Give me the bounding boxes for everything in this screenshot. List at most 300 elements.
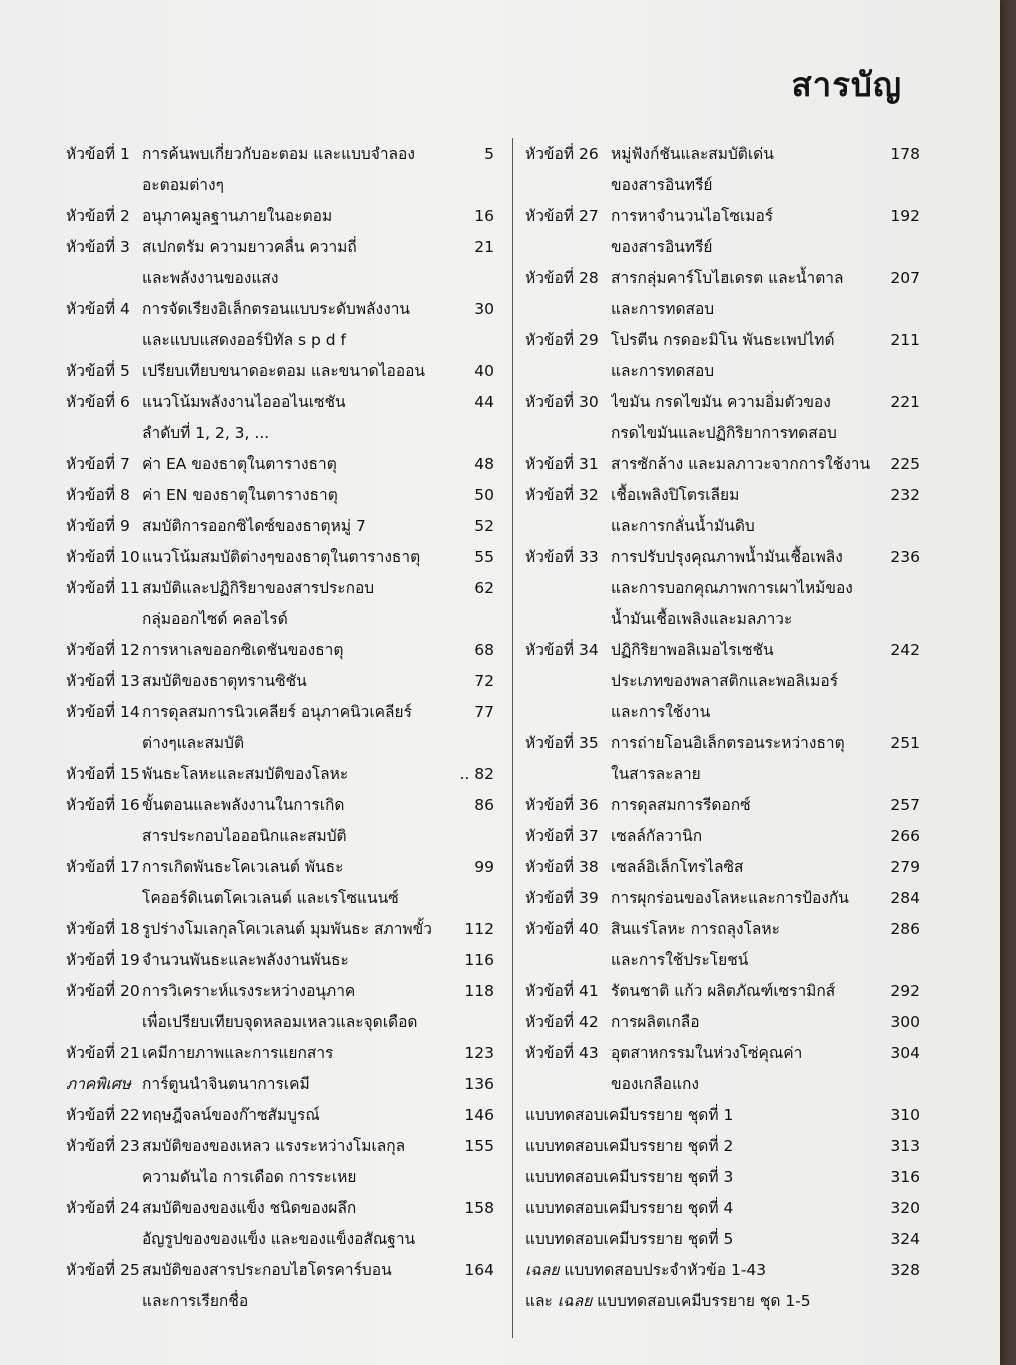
toc-entry-label: หัวข้อที่ 26: [525, 145, 599, 163]
toc-entry-title-text: แบบทดสอบเคมีบรรยาย ชุดที่ 3: [525, 1168, 734, 1186]
toc-entry-label: หัวข้อที่ 36: [525, 796, 599, 814]
toc-entry-title: [611, 480, 874, 511]
toc-entry-label: หัวข้อที่ 9: [66, 517, 130, 535]
toc-entry-page: 284: [890, 889, 920, 907]
toc-entry-label: หัวข้อที่ 31: [525, 455, 599, 473]
toc-entry-title-text: สมบัติของของเหลว แรงระหว่างโมเลกุล: [142, 1137, 406, 1155]
toc-entry-page: 112: [464, 920, 494, 938]
toc-entry-line: [66, 666, 494, 697]
toc-entry: [525, 139, 920, 201]
toc-entry-title: [142, 697, 450, 728]
toc-entry: [525, 1038, 920, 1100]
toc-entry-title: [611, 139, 874, 170]
toc-entry-title-text: แนวโน้มพลังงานไอออไนเซชัน: [142, 393, 346, 411]
toc-entry-continuation: [525, 697, 920, 728]
toc-entry-continuation: [66, 1224, 494, 1255]
toc-entry-title: [611, 542, 874, 573]
toc-entry-label: หัวข้อที่ 10: [66, 548, 140, 566]
toc-entry: [66, 511, 494, 542]
toc-entry: [66, 697, 494, 759]
toc-entry-line: [525, 139, 920, 170]
toc-entry-page: 266: [890, 827, 920, 845]
toc-entry: [66, 852, 494, 914]
toc-entry-page: 116: [464, 951, 494, 969]
toc-entry-label: หัวข้อที่ 17: [66, 858, 140, 876]
toc-entry-label: หัวข้อที่ 2: [66, 207, 130, 225]
toc-entry-continuation-text: กลุ่มออกไซด์ คลอไรด์: [142, 610, 288, 628]
toc-entry-line: [66, 945, 494, 976]
toc-entry-title: [611, 976, 874, 1007]
toc-entry-title-text: จำนวนพันธะและพลังงานพันธะ: [142, 951, 349, 969]
toc-entry-page: 236: [890, 548, 920, 566]
toc-entry-page: 86: [474, 796, 494, 814]
toc-entry-page: 300: [890, 1013, 920, 1031]
toc-entry-title-text: ค่า EA ของธาตุในตารางธาตุ: [142, 455, 337, 473]
toc-entry-title-text: การถ่ายโอนอิเล็กตรอนระหว่างธาตุ: [611, 734, 845, 752]
toc-entry-line: [525, 1100, 920, 1131]
toc-entry-title: [142, 449, 450, 480]
toc-entry: [525, 635, 920, 728]
toc-entry-line: [66, 790, 494, 821]
toc-entry-title: [611, 852, 874, 883]
toc-entry: [66, 635, 494, 666]
toc-entry-title-text: การผลิตเกลือ: [611, 1013, 700, 1031]
toc-entry-label: หัวข้อที่ 20: [66, 982, 140, 1000]
toc-entry: [525, 728, 920, 790]
toc-entry: [525, 852, 920, 883]
toc-entry-page: 257: [890, 796, 920, 814]
toc-entry-title-text: การหาเลขออกซิเดชันของธาตุ: [142, 641, 344, 659]
toc-entry-label: หัวข้อที่ 18: [66, 920, 140, 938]
toc-entry-line: [525, 790, 920, 821]
toc-entry-title-text: การค้นพบเกี่ยวกับอะตอม และแบบจำลอง: [142, 145, 415, 163]
toc-entry-line: [66, 1100, 494, 1131]
toc-entry: [66, 914, 494, 945]
toc-entry-continuation-text: และการเรียกชื่อ: [142, 1292, 249, 1310]
toc-entry-page: 146: [464, 1106, 494, 1124]
toc-entry-continuation-text: กรดไขมันและปฏิกิริยาการทดสอบ: [611, 424, 837, 442]
toc-entry: [525, 1255, 920, 1286]
toc-entry-title-prefix: และ: [525, 1292, 558, 1310]
toc-entry-line: [66, 232, 494, 263]
toc-entry: [66, 1131, 494, 1193]
toc-entry-line: [66, 1255, 494, 1286]
toc-entry-page: 178: [890, 145, 920, 163]
toc-entry-page: 158: [464, 1199, 494, 1217]
toc-entry-label: หัวข้อที่ 38: [525, 858, 599, 876]
toc-entry: [525, 883, 920, 914]
toc-entry-title-italic: เฉลย: [525, 1261, 560, 1279]
toc-entry-page: 310: [890, 1106, 920, 1124]
toc-entry-continuation: [525, 356, 920, 387]
toc-entry: [525, 449, 920, 480]
toc-entry-label: หัวข้อที่ 35: [525, 734, 599, 752]
toc-entry-continuation-text: เพื่อเปรียบเทียบจุดหลอมเหลวและจุดเดือด: [142, 1013, 418, 1031]
toc-entry-line: [525, 976, 920, 1007]
toc-entry-label: หัวข้อที่ 5: [66, 362, 130, 380]
toc-entry-line: [525, 1038, 920, 1069]
toc-entry-label: หัวข้อที่ 27: [525, 207, 599, 225]
toc-entry-label: หัวข้อที่ 4: [66, 300, 130, 318]
toc-entry-title: [142, 1100, 450, 1131]
toc-entry: [525, 1007, 920, 1038]
toc-entry-line: [66, 511, 494, 542]
toc-entry-title-text: เซลล์อิเล็กโทรไลซิส: [611, 858, 744, 876]
toc-entry-label: หัวข้อที่ 11: [66, 579, 140, 597]
toc-entry: [66, 387, 494, 449]
toc-entry-label: หัวข้อที่ 25: [66, 1261, 140, 1279]
toc-entry-line: [525, 914, 920, 945]
toc-entry-page: 316: [890, 1168, 920, 1186]
toc-entry-continuation: [525, 759, 920, 790]
toc-entry-title: [142, 1069, 450, 1100]
toc-entry-line: [525, 263, 920, 294]
toc-entry-continuation-text: และแบบแสดงออร์บิทัล s p d f: [142, 331, 346, 349]
toc-entry-title: [611, 635, 874, 666]
toc-entry-line: [66, 139, 494, 170]
toc-entry-line: [525, 1224, 920, 1255]
toc-entry-title: [142, 790, 450, 821]
toc-entry-page: 68: [474, 641, 494, 659]
toc-entry: [66, 201, 494, 232]
toc-entry-line: [66, 542, 494, 573]
toc-entry-continuation-text: โคออร์ดิเนตโคเวเลนต์ และเรโซแนนซ์: [142, 889, 399, 907]
toc-entry: [66, 666, 494, 697]
toc-entry: [525, 1131, 920, 1162]
toc-entry-continuation: [525, 604, 920, 635]
toc-entry-title: [525, 1131, 874, 1162]
toc-entry-line: [66, 356, 494, 387]
toc-entry-label: หัวข้อที่ 32: [525, 486, 599, 504]
toc-entry-title: [142, 945, 450, 976]
toc-entry-title-text: ค่า EN ของธาตุในตารางธาตุ: [142, 486, 338, 504]
toc-entry: [525, 1286, 920, 1317]
toc-entry: [525, 1224, 920, 1255]
toc-entry-title-text: แบบทดสอบประจำหัวข้อ 1-43: [559, 1261, 767, 1279]
toc-entry-line: [66, 635, 494, 666]
toc-entry-page: 118: [464, 982, 494, 1000]
toc-entry-label: หัวข้อที่ 37: [525, 827, 599, 845]
toc-entry-label: หัวข้อที่ 15: [66, 765, 140, 783]
toc-entry-page: 155: [464, 1137, 494, 1155]
toc-entry-title: [142, 232, 450, 263]
toc-entry: [525, 1162, 920, 1193]
column-divider: [512, 138, 513, 1338]
toc-entry: [525, 1100, 920, 1131]
toc-entry: [525, 542, 920, 635]
toc-entry-title: [611, 387, 874, 418]
toc-entry-label: หัวข้อที่ 29: [525, 331, 599, 349]
toc-entry-title: [142, 294, 450, 325]
toc-entry-continuation-text: อัญรูปของของแข็ง และของแข็งอสัณฐาน: [142, 1230, 416, 1248]
toc-entry-title: [525, 1100, 874, 1131]
toc-entry-label: หัวข้อที่ 14: [66, 703, 140, 721]
toc-entry-title-text: แบบทดสอบเคมีบรรยาย ชุดที่ 4: [525, 1199, 734, 1217]
toc-entry-continuation-text: ความดันไอ การเดือด การระเหย: [142, 1168, 357, 1186]
toc-entry-line: [525, 883, 920, 914]
toc-entry-title-text: การหาจำนวนไอโซเมอร์: [611, 207, 774, 225]
toc-entry-page: 136: [464, 1075, 494, 1093]
toc-entry: [525, 263, 920, 325]
toc-entry-continuation-text: ต่างๆและสมบัติ: [142, 734, 245, 752]
toc-entry-continuation: [525, 945, 920, 976]
toc-entry-title-text: แบบทดสอบเคมีบรรยาย ชุดที่ 2: [525, 1137, 734, 1155]
toc-entry-page: 251: [890, 734, 920, 752]
toc-entry-line: [525, 635, 920, 666]
toc-entry-page: 225: [890, 455, 920, 473]
toc-entry: [66, 790, 494, 852]
toc-entry-continuation: [66, 170, 494, 201]
toc-entry-continuation: [525, 232, 920, 263]
toc-entry-title: [142, 139, 450, 170]
toc-entry-title-text: สมบัติของธาตุทรานซิชัน: [142, 672, 307, 690]
toc-entry-title: [611, 325, 874, 356]
toc-entry-line: [66, 852, 494, 883]
toc-entry: [66, 1038, 494, 1069]
toc-entry-page: 207: [890, 269, 920, 287]
toc-entry-page: 21: [474, 238, 494, 256]
toc-entry: [66, 945, 494, 976]
toc-entry-label: หัวข้อที่ 33: [525, 548, 599, 566]
toc-entry: [525, 201, 920, 263]
toc-entry-title-text: สมบัติและปฏิกิริยาของสารประกอบ: [142, 579, 375, 597]
toc-entry-line: [66, 759, 494, 790]
toc-entry-title-text: โปรตีน กรดอะมิโน พันธะเพปไทด์: [611, 331, 835, 349]
toc-entry-page: 286: [890, 920, 920, 938]
toc-entry-label: หัวข้อที่ 24: [66, 1199, 140, 1217]
toc-entry-label: หัวข้อที่ 41: [525, 982, 599, 1000]
toc-entry-continuation: [66, 418, 494, 449]
toc-entry-title-text: การวิเคราะห์แรงระหว่างอนุภาค: [142, 982, 356, 1000]
toc-entry-line: [525, 1131, 920, 1162]
toc-entry-title-text: เปรียบเทียบขนาดอะตอม และขนาดไอออน: [142, 362, 426, 380]
toc-entry-continuation-text: ของสารอินทรีย์: [611, 238, 713, 256]
toc-entry-page: 50: [474, 486, 494, 504]
toc-entry-label: หัวข้อที่ 19: [66, 951, 140, 969]
toc-entry-title: [525, 1193, 874, 1224]
toc-entry-title-text: แบบทดสอบเคมีบรรยาย ชุดที่ 1: [525, 1106, 734, 1124]
toc-entry-title-text: สมบัติการออกซิไดซ์ของธาตุหมู่ 7: [142, 517, 366, 535]
toc-entry-title: [142, 1038, 450, 1069]
toc-entry-label: หัวข้อที่ 42: [525, 1013, 599, 1031]
toc-entry-label: หัวข้อที่ 1: [66, 145, 130, 163]
toc-entry-title: [525, 1286, 874, 1317]
toc-entry-page: 232: [890, 486, 920, 504]
toc-entry-line: [66, 573, 494, 604]
toc-entry-line: [525, 728, 920, 759]
toc-entry-page: 211: [890, 331, 920, 349]
toc-entry-title-text: การ์ตูนนำจินตนาการเคมี: [142, 1075, 310, 1093]
toc-entry-title-text: การปรับปรุงคุณภาพน้ำมันเชื้อเพลิง: [611, 548, 843, 566]
toc-entry-page: 5: [484, 145, 494, 163]
toc-entry: [66, 759, 494, 790]
toc-entry: [66, 294, 494, 356]
toc-entry-line: [66, 294, 494, 325]
toc-entry: [66, 976, 494, 1038]
toc-entry: [66, 1069, 494, 1100]
toc-entry-continuation-text: ในสารละลาย: [611, 765, 701, 783]
toc-entry-title-text: สินแร่โลหะ การถลุงโลหะ: [611, 920, 780, 938]
toc-entry-line: [525, 852, 920, 883]
toc-entry-title: [611, 201, 874, 232]
toc-entry-page: 16: [474, 207, 494, 225]
toc-entry-page: 221: [890, 393, 920, 411]
toc-entry-page: 30: [474, 300, 494, 318]
toc-entry-title: [142, 1193, 450, 1224]
toc-entry-title-text: ไขมัน กรดไขมัน ความอิ่มตัวของ: [611, 393, 831, 411]
toc-entry-title: [525, 1162, 874, 1193]
toc-entry-page: 40: [474, 362, 494, 380]
toc-entry: [66, 1193, 494, 1255]
toc-entry-label: หัวข้อที่ 7: [66, 455, 130, 473]
toc-entry-page: .. 82: [459, 765, 494, 783]
toc-entry-page: 62: [474, 579, 494, 597]
toc-entry-title-text: สมบัติของของแข็ง ชนิดของผลึก: [142, 1199, 357, 1217]
toc-entry-continuation: [525, 666, 920, 697]
toc-entry-line: [525, 1007, 920, 1038]
toc-entry-label: หัวข้อที่ 3: [66, 238, 130, 256]
toc-entry-title: [142, 511, 450, 542]
toc-entry-line: [66, 697, 494, 728]
toc-entry-continuation: [525, 511, 920, 542]
toc-entry-line: [525, 449, 920, 480]
toc-entry: [525, 387, 920, 449]
toc-entry-continuation-text: ลำดับที่ 1, 2, 3, ...: [142, 424, 270, 442]
toc-entry-page: 304: [890, 1044, 920, 1062]
toc-entry-title-text: เคมีกายภาพและการแยกสาร: [142, 1044, 334, 1062]
toc-entry-page: 77: [474, 703, 494, 721]
toc-entry-label: หัวข้อที่ 23: [66, 1137, 140, 1155]
toc-entry-continuation-text: และการกลั่นน้ำมันดิบ: [611, 517, 755, 535]
toc-entry-title: [142, 1131, 450, 1162]
toc-entry-continuation: [525, 573, 920, 604]
toc-entry: [66, 356, 494, 387]
toc-entry-title: [142, 1255, 450, 1286]
toc-entry-continuation: [525, 1069, 920, 1100]
toc-entry-label: หัวข้อที่ 22: [66, 1106, 140, 1124]
toc-entry-label: หัวข้อที่ 40: [525, 920, 599, 938]
toc-entry-title-text: ขั้นตอนและพลังงานในการเกิด: [142, 796, 345, 814]
toc-entry-continuation: [66, 604, 494, 635]
toc-entry-title: [142, 573, 450, 604]
toc-entry-continuation-text: น้ำมันเชื้อเพลิงและมลภาวะ: [611, 610, 793, 628]
toc-entry-page: 324: [890, 1230, 920, 1248]
toc-entry-title: [611, 449, 874, 480]
toc-entry-label: หัวข้อที่ 39: [525, 889, 599, 907]
toc-entry-label: หัวข้อที่ 43: [525, 1044, 599, 1062]
toc-entry: [525, 821, 920, 852]
toc-entry-continuation: [66, 1007, 494, 1038]
toc-entry-title-text: การจัดเรียงอิเล็กตรอนแบบระดับพลังงาน: [142, 300, 410, 318]
toc-entry-label: หัวข้อที่ 30: [525, 393, 599, 411]
toc-entry: [525, 480, 920, 542]
toc-entry-line: [525, 1162, 920, 1193]
toc-entry-title: [611, 821, 874, 852]
toc-entry-continuation-text: ประเภทของพลาสติกและพอลิเมอร์: [611, 672, 839, 690]
toc-entry-line: [525, 1286, 920, 1317]
toc-entry-title-italic: เฉลย: [557, 1292, 593, 1310]
toc-entry-line: [525, 480, 920, 511]
toc-entry-page: 123: [464, 1044, 494, 1062]
page-title: สารบัญ: [791, 65, 902, 104]
toc-entry-title: [142, 387, 450, 418]
toc-entry-page: 99: [474, 858, 494, 876]
toc-entry-line: [66, 1193, 494, 1224]
toc-entry-label: หัวข้อที่ 28: [525, 269, 599, 287]
toc-entry-line: [66, 1131, 494, 1162]
toc-entry-continuation: [66, 1162, 494, 1193]
toc-entry-title-text: อุตสาหกรรมในห่วงโซ่คุณค่า: [611, 1044, 803, 1062]
toc-entry-title-text: พันธะโลหะและสมบัติของโลหะ: [142, 765, 349, 783]
toc-entry-continuation-text: และพลังงานของแสง: [142, 269, 279, 287]
toc-entry-title-text: สารกลุ่มคาร์โบไฮเดรต และน้ำตาล: [611, 269, 844, 287]
toc-entry-line: [525, 325, 920, 356]
toc-entry-title: [611, 914, 874, 945]
toc-entry-title-text: รัตนชาติ แก้ว ผลิตภัณฑ์เซรามิกส์: [611, 982, 836, 1000]
toc-entry-title: [142, 759, 450, 790]
toc-entry-title: [142, 480, 450, 511]
toc-entry-continuation-text: และการบอกคุณภาพการเผาไหม้ของ: [611, 579, 853, 597]
toc-entry-page: 192: [890, 207, 920, 225]
toc-entry: [66, 139, 494, 201]
toc-entry-page: 242: [890, 641, 920, 659]
toc-entry-label: ภาคพิเศษ: [66, 1075, 131, 1093]
toc-entry: [66, 1100, 494, 1131]
toc-entry-continuation: [525, 170, 920, 201]
toc-entry-continuation-text: และการใช้ประโยชน์: [611, 951, 749, 969]
toc-entry-title: [142, 356, 450, 387]
toc-entry: [525, 325, 920, 387]
toc-entry-title-text: เซลล์กัลวานิก: [611, 827, 703, 845]
toc-entry-title: [142, 666, 450, 697]
toc-entry: [66, 480, 494, 511]
toc-entry-continuation: [66, 883, 494, 914]
toc-entry-title-text: เชื้อเพลิงปิโตรเลียม: [611, 486, 740, 504]
toc-entry-title: [611, 1007, 874, 1038]
toc-entry-continuation-text: สารประกอบไอออนิกและสมบัติ: [142, 827, 347, 845]
toc-entry-page: 72: [474, 672, 494, 690]
toc-entry-line: [525, 821, 920, 852]
toc-entry-line: [525, 1255, 920, 1286]
toc-entry-label: หัวข้อที่ 8: [66, 486, 130, 504]
toc-entry-title-text: หมู่ฟังก์ชันและสมบัติเด่น: [611, 145, 774, 163]
toc-entry-title: [142, 852, 450, 883]
toc-entry-title-text: รูปร่างโมเลกุลโคเวเลนต์ มุมพันธะ สภาพขั้ว: [142, 920, 432, 938]
toc-entry-continuation: [66, 728, 494, 759]
toc-entry: [66, 542, 494, 573]
toc-entry-continuation-text: ของสารอินทรีย์: [611, 176, 713, 194]
toc-entry-continuation-text: และการทดสอบ: [611, 362, 715, 380]
toc-entry-page: 55: [474, 548, 494, 566]
toc-entry-continuation: [66, 1286, 494, 1317]
toc-entry-label: หัวข้อที่ 12: [66, 641, 140, 659]
toc-entry-title: [142, 914, 450, 945]
toc-entry-title-text: ปฏิกิริยาพอลิเมอไรเซชัน: [611, 641, 774, 659]
toc-entry-title: [142, 635, 450, 666]
toc-entry-label: หัวข้อที่ 13: [66, 672, 140, 690]
toc-entry-line: [66, 976, 494, 1007]
toc-entry-continuation: [66, 325, 494, 356]
toc-entry-title-text: ทฤษฎีจลน์ของก๊าซสัมบูรณ์: [142, 1106, 320, 1124]
toc-entry-line: [66, 1069, 494, 1100]
toc-entry-line: [525, 542, 920, 573]
toc-entry-label: หัวข้อที่ 16: [66, 796, 140, 814]
toc-entry-line: [525, 387, 920, 418]
toc-entry-title-text: สเปกตรัม ความยาวคลื่น ความถี่: [142, 238, 357, 256]
toc-entry-title: [611, 790, 874, 821]
toc-entry-line: [66, 1038, 494, 1069]
toc-entry: [525, 790, 920, 821]
